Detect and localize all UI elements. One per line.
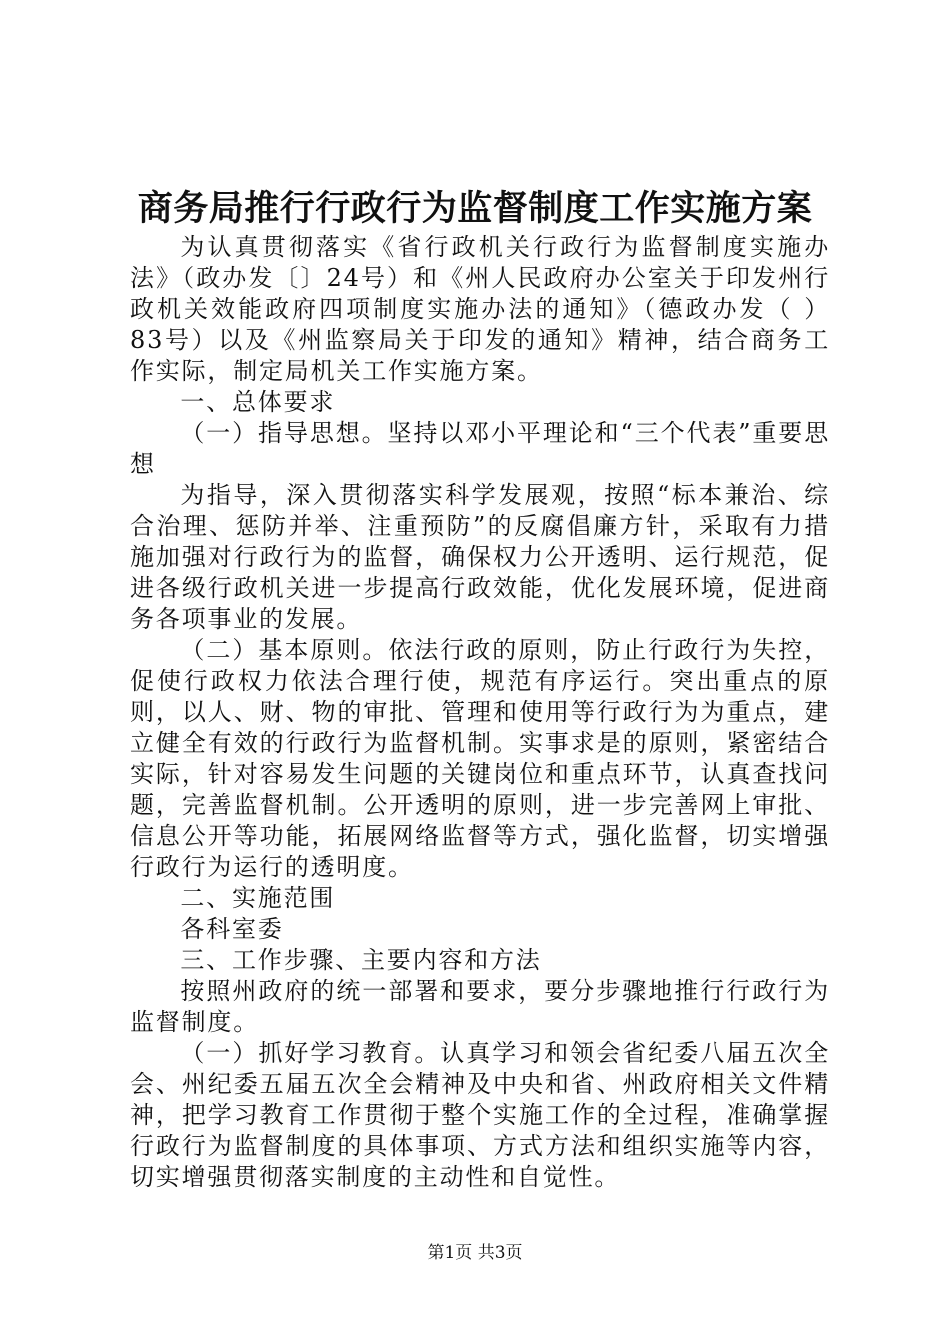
paragraph-steps-intro: 按照州政府的统一部署和要求，要分步骤地推行行政行为监督制度。 <box>130 977 830 1036</box>
paragraph-guiding-ideology-cont: 为指导，深入贯彻落实科学发展观，按照“标本兼治、综合治理、惩防并举、注重预防”的反腐倡廉方针，采取有力措施加强对行政行为的监督，确保权力公开透明、运行规范，促进各级行政机关进一步提高行政效能，优化发展环境，促进商务各项事业的发展。 <box>130 481 830 633</box>
heading-steps: 三、工作步骤、主要内容和方法 <box>180 946 542 974</box>
heading-general-requirements: 一、总体要求 <box>180 388 336 416</box>
document-body <box>130 232 830 1193</box>
paragraph-study-education: （一）抓好学习教育。认真学习和领会省纪委八届五次全会、州纪委五届五次全会精神及中央和省、州政府相关文件精神，把学习教育工作贯彻于整个实施工作的全过程，准确掌握行政行为监督制度的具体事项、方式方法和组织实施等内容，切实增强贯彻落实制度的主动性和自觉性。 <box>130 1039 830 1191</box>
page-footer: 第1页 共3页 <box>427 1243 523 1263</box>
document-title: 商务局推行行政行为监督制度工作实施方案 <box>137 188 813 229</box>
paragraph-intro: 为认真贯彻落实《省行政机关行政行为监督制度实施办法》（政办发〔〕24号）和《州人民政府办公室关于印发州行政机关效能政府四项制度实施办法的通知》（德政办发（ ）83号）以及《州监察局关于印发的通知》精神，结合商务工作实际，制定局机关工作实施方案。 <box>130 233 830 385</box>
paragraph-basic-principles: （二）基本原则。依法行政的原则，防止行政行为失控，促使行政权力依法合理行使，规范有序运行。突出重点的原则，以人、财、物的审批、管理和使用等行政行为为重点，建立健全有效的行政行为监督机制。实事求是的原则，紧密结合实际，针对容易发生问题的关键岗位和重点环节，认真查找问题，完善监督机制。公开透明的原则，进一步完善网上审批、信息公开等功能，拓展网络监督等方式，强化监督，切实增强行政行为运行的透明度。 <box>130 636 830 881</box>
paragraph-scope: 各科室委 <box>180 915 284 943</box>
heading-scope: 二、实施范围 <box>180 884 336 912</box>
paragraph-guiding-ideology: （一）指导思想。坚持以邓小平理论和“三个代表”重要思想 <box>130 419 830 478</box>
